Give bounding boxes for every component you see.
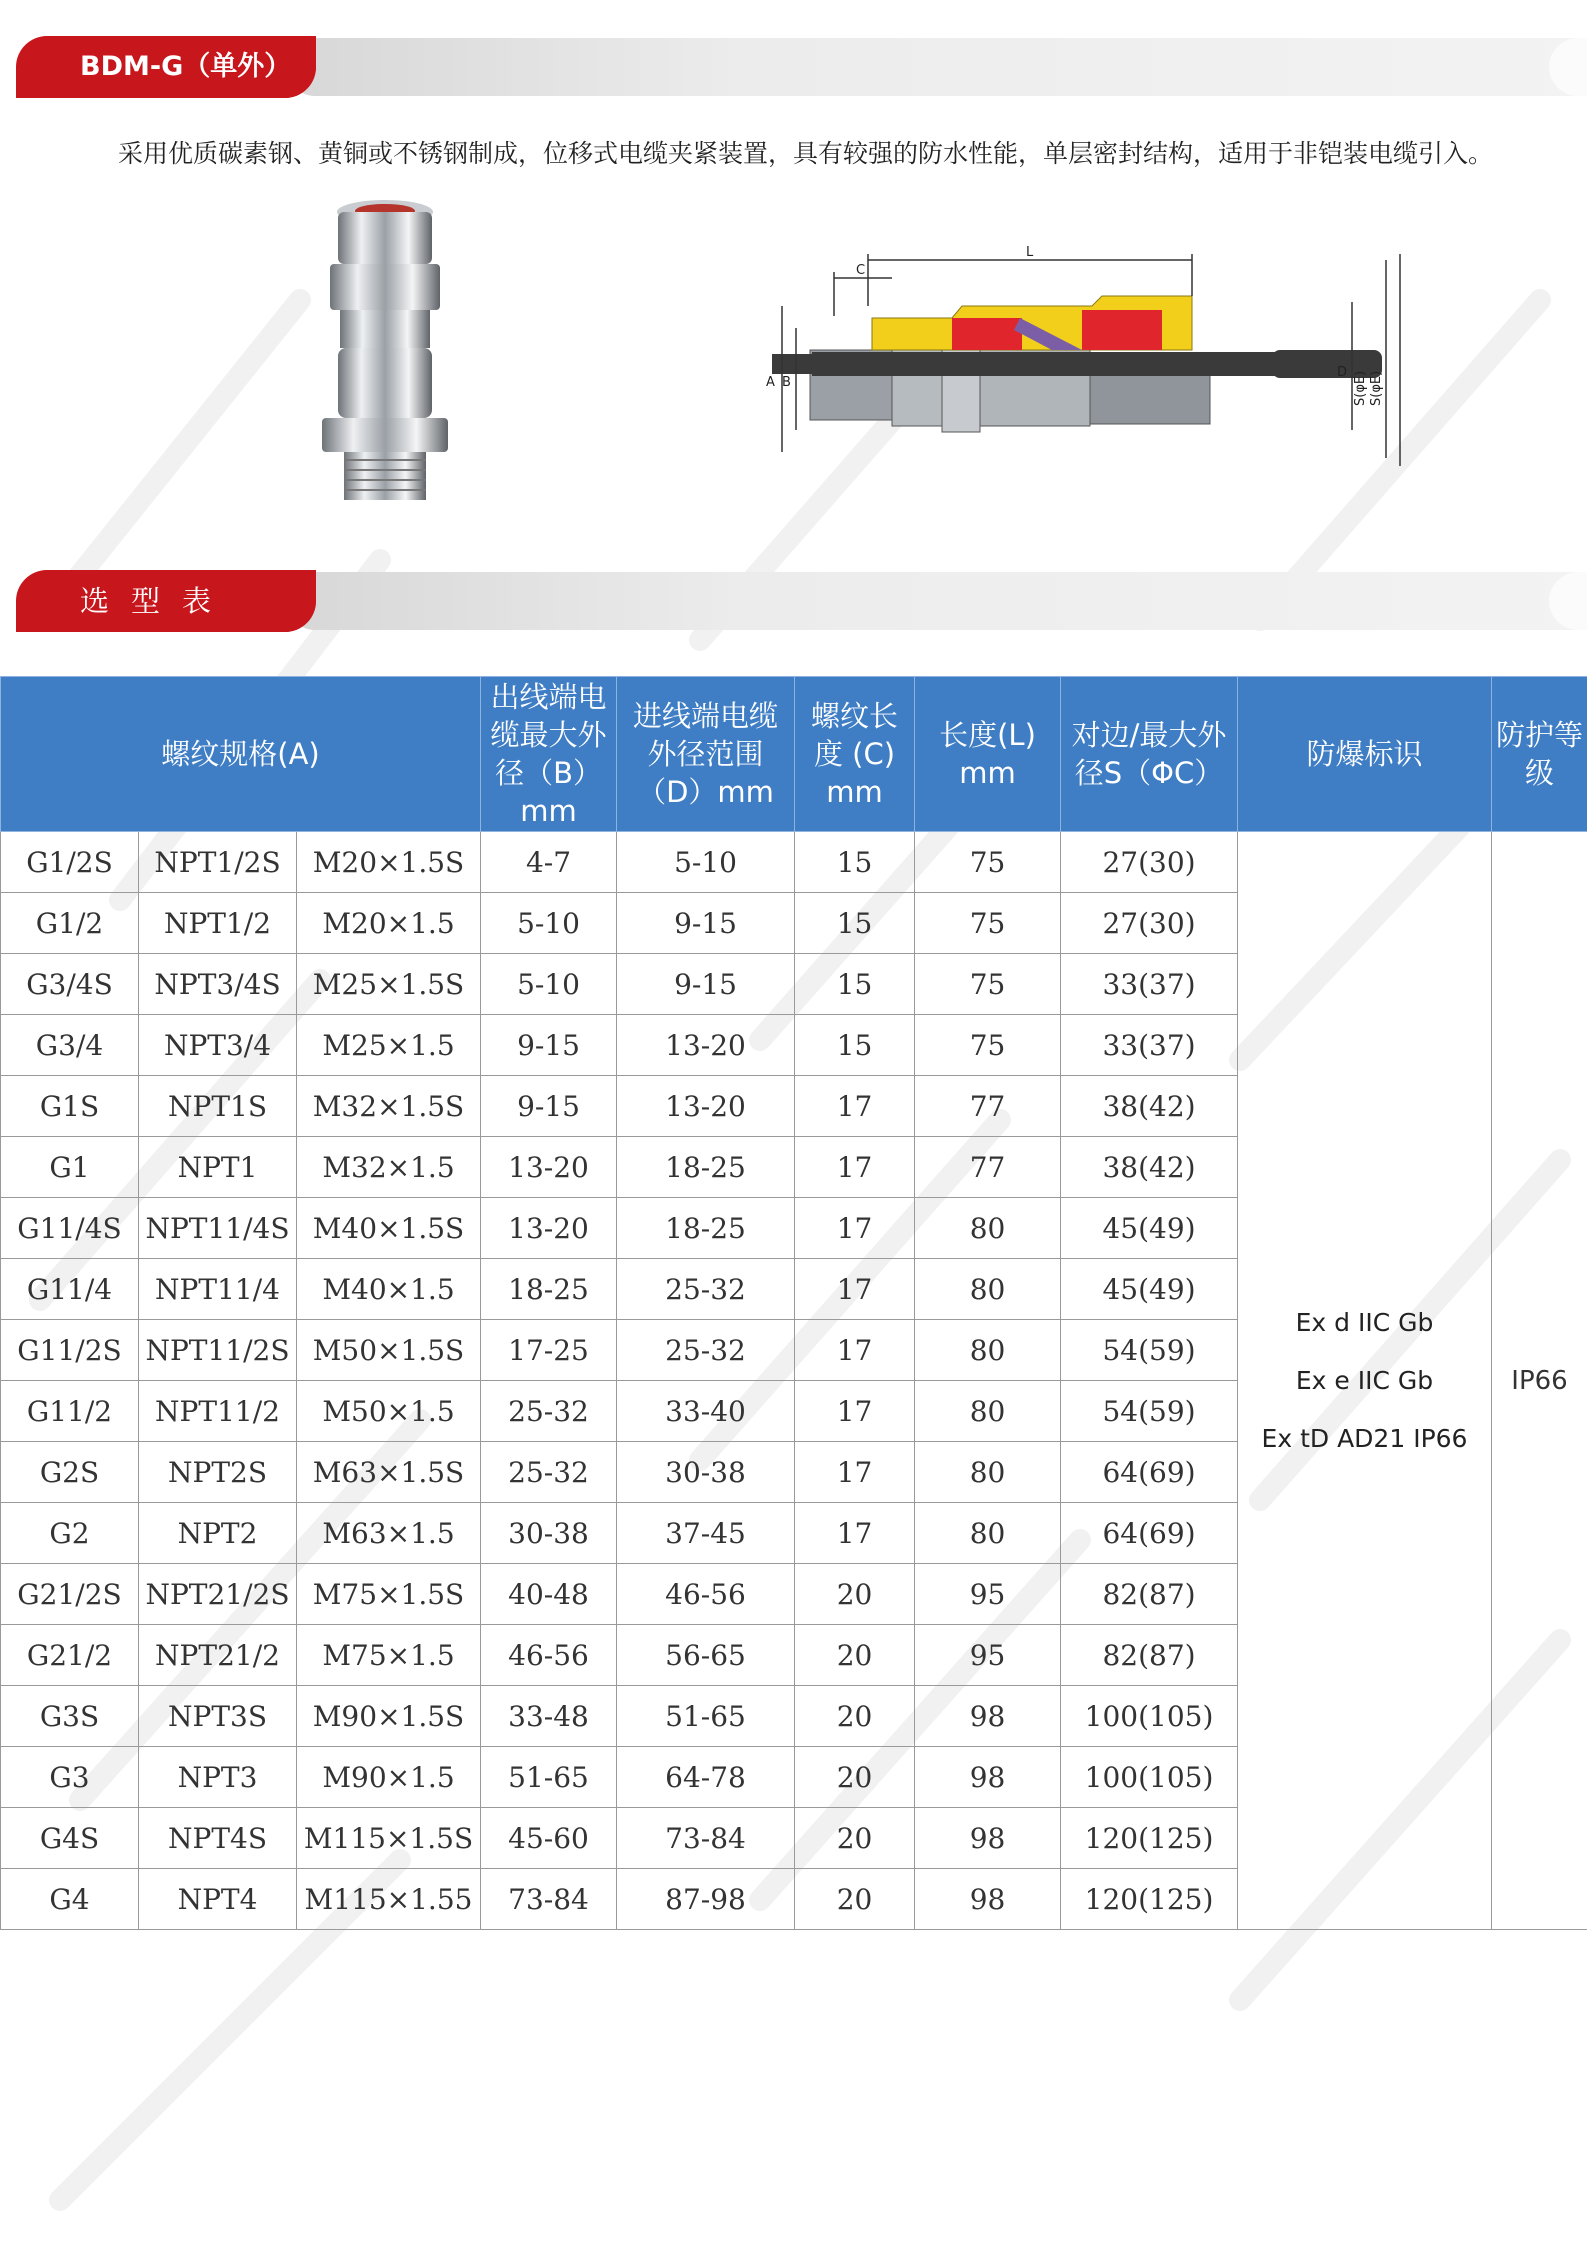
cross-section-diagram	[752, 246, 1404, 478]
cell-across-flats: 54(59)	[1061, 1381, 1238, 1442]
cell-g-thread: G1/2	[1, 893, 139, 954]
product-title: BDM-G（单外）	[80, 51, 292, 82]
cell-thread-length: 15	[795, 832, 915, 893]
cell-metric-thread: M40×1.5S	[297, 1198, 481, 1259]
cell-outlet-diameter: 13-20	[481, 1198, 617, 1259]
cell-across-flats: 120(125)	[1061, 1869, 1238, 1930]
cell-npt-thread: NPT2S	[139, 1442, 297, 1503]
cell-g-thread: G11/4S	[1, 1198, 139, 1259]
cell-g-thread: G21/2	[1, 1625, 139, 1686]
cell-inlet-range: 18-25	[617, 1137, 795, 1198]
cell-outlet-diameter: 13-20	[481, 1137, 617, 1198]
cell-thread-length: 20	[795, 1808, 915, 1869]
cell-across-flats: 38(42)	[1061, 1137, 1238, 1198]
header-inlet-range: 进线端电缆外径范围（D）mm	[617, 677, 795, 832]
dim-label-c: C	[856, 263, 866, 278]
cable-gland-photo	[316, 198, 454, 504]
cell-length: 77	[915, 1076, 1061, 1137]
cell-thread-length: 17	[795, 1198, 915, 1259]
dim-label-a: A	[766, 375, 775, 390]
cell-length: 98	[915, 1869, 1061, 1930]
cell-npt-thread: NPT11/4S	[139, 1198, 297, 1259]
cell-across-flats: 120(125)	[1061, 1808, 1238, 1869]
cell-outlet-diameter: 51-65	[481, 1747, 617, 1808]
cell-length: 77	[915, 1137, 1061, 1198]
cell-metric-thread: M32×1.5	[297, 1137, 481, 1198]
cell-outlet-diameter: 4-7	[481, 832, 617, 893]
cell-metric-thread: M25×1.5	[297, 1015, 481, 1076]
cell-outlet-diameter: 40-48	[481, 1564, 617, 1625]
cell-inlet-range: 87-98	[617, 1869, 795, 1930]
cell-length: 98	[915, 1747, 1061, 1808]
cell-length: 80	[915, 1442, 1061, 1503]
cell-length: 98	[915, 1686, 1061, 1747]
ex-mark-line: Ex e IIC Gb	[1295, 1365, 1434, 1395]
cell-thread-length: 20	[795, 1686, 915, 1747]
cell-inlet-range: 56-65	[617, 1625, 795, 1686]
cell-thread-length: 15	[795, 1015, 915, 1076]
cell-inlet-range: 9-15	[617, 893, 795, 954]
cell-outlet-diameter: 9-15	[481, 1076, 617, 1137]
cell-npt-thread: NPT11/4	[139, 1259, 297, 1320]
dim-label-s2: S(φE)	[1369, 370, 1384, 406]
cell-npt-thread: NPT1	[139, 1137, 297, 1198]
cell-metric-thread: M63×1.5	[297, 1503, 481, 1564]
header-thread-length: 螺纹长度 (C) mm	[795, 677, 915, 832]
cell-metric-thread: M90×1.5	[297, 1747, 481, 1808]
cell-across-flats: 33(37)	[1061, 954, 1238, 1015]
cell-npt-thread: NPT2	[139, 1503, 297, 1564]
cell-length: 75	[915, 832, 1061, 893]
header-ip-rating: 防护等级	[1492, 677, 1587, 832]
selection-table	[0, 676, 1587, 1930]
cell-length: 80	[915, 1259, 1061, 1320]
cell-g-thread: G4S	[1, 1808, 139, 1869]
cell-metric-thread: M63×1.5S	[297, 1442, 481, 1503]
cell-across-flats: 100(105)	[1061, 1747, 1238, 1808]
cell-length: 75	[915, 1015, 1061, 1076]
cell-outlet-diameter: 45-60	[481, 1808, 617, 1869]
cell-length: 80	[915, 1320, 1061, 1381]
cell-npt-thread: NPT3/4S	[139, 954, 297, 1015]
cell-ip-rating: IP66	[1492, 832, 1587, 1930]
cell-inlet-range: 5-10	[617, 832, 795, 893]
cell-length: 80	[915, 1198, 1061, 1259]
cell-g-thread: G3/4	[1, 1015, 139, 1076]
cell-inlet-range: 25-32	[617, 1259, 795, 1320]
cell-outlet-diameter: 46-56	[481, 1625, 617, 1686]
dim-label-s1: S(φE)	[1353, 370, 1368, 406]
cell-npt-thread: NPT11/2	[139, 1381, 297, 1442]
cell-inlet-range: 9-15	[617, 954, 795, 1015]
cell-metric-thread: M115×1.5S	[297, 1808, 481, 1869]
cell-metric-thread: M50×1.5S	[297, 1320, 481, 1381]
cell-npt-thread: NPT21/2S	[139, 1564, 297, 1625]
cell-across-flats: 45(49)	[1061, 1198, 1238, 1259]
cell-metric-thread: M25×1.5S	[297, 954, 481, 1015]
cell-npt-thread: NPT3/4	[139, 1015, 297, 1076]
cell-thread-length: 20	[795, 1869, 915, 1930]
cell-metric-thread: M40×1.5	[297, 1259, 481, 1320]
header-across-flats: 对边/最大外径S（ΦC）	[1061, 677, 1238, 832]
cell-thread-length: 17	[795, 1442, 915, 1503]
cell-npt-thread: NPT21/2	[139, 1625, 297, 1686]
cell-inlet-range: 33-40	[617, 1381, 795, 1442]
cell-g-thread: G1	[1, 1137, 139, 1198]
cell-inlet-range: 30-38	[617, 1442, 795, 1503]
cell-thread-length: 15	[795, 893, 915, 954]
cell-length: 75	[915, 893, 1061, 954]
cell-g-thread: G4	[1, 1869, 139, 1930]
table-row	[1, 832, 1587, 893]
cell-across-flats: 82(87)	[1061, 1625, 1238, 1686]
cell-thread-length: 20	[795, 1625, 915, 1686]
cell-inlet-range: 73-84	[617, 1808, 795, 1869]
table-header-row	[1, 677, 1587, 832]
selection-title-bar	[0, 570, 1587, 634]
cell-outlet-diameter: 17-25	[481, 1320, 617, 1381]
ex-mark-line: Ex tD AD21 IP66	[1261, 1423, 1468, 1453]
cell-g-thread: G3	[1, 1747, 139, 1808]
dim-label-l: L	[1026, 246, 1034, 260]
cell-length: 75	[915, 954, 1061, 1015]
cell-thread-length: 20	[795, 1564, 915, 1625]
cell-thread-length: 17	[795, 1320, 915, 1381]
title-bar-background	[286, 38, 1587, 96]
cell-g-thread: G11/2S	[1, 1320, 139, 1381]
cell-across-flats: 82(87)	[1061, 1564, 1238, 1625]
header-outlet-diameter: 出线端电缆最大外径（B）mm	[481, 677, 617, 832]
cell-outlet-diameter: 30-38	[481, 1503, 617, 1564]
cell-across-flats: 38(42)	[1061, 1076, 1238, 1137]
cell-across-flats: 45(49)	[1061, 1259, 1238, 1320]
cell-outlet-diameter: 73-84	[481, 1869, 617, 1930]
cell-inlet-range: 64-78	[617, 1747, 795, 1808]
cell-npt-thread: NPT4S	[139, 1808, 297, 1869]
cell-metric-thread: M75×1.5S	[297, 1564, 481, 1625]
cell-across-flats: 54(59)	[1061, 1320, 1238, 1381]
cell-length: 80	[915, 1381, 1061, 1442]
cell-across-flats: 64(69)	[1061, 1442, 1238, 1503]
cell-ex-marks	[1238, 832, 1492, 1930]
cell-outlet-diameter: 9-15	[481, 1015, 617, 1076]
cell-g-thread: G1/2S	[1, 832, 139, 893]
cell-npt-thread: NPT3	[139, 1747, 297, 1808]
cell-length: 95	[915, 1625, 1061, 1686]
cell-g-thread: G3/4S	[1, 954, 139, 1015]
cell-outlet-diameter: 25-32	[481, 1381, 617, 1442]
cell-across-flats: 27(30)	[1061, 832, 1238, 893]
cell-across-flats: 64(69)	[1061, 1503, 1238, 1564]
cell-g-thread: G3S	[1, 1686, 139, 1747]
cell-thread-length: 17	[795, 1503, 915, 1564]
cell-metric-thread: M75×1.5	[297, 1625, 481, 1686]
cell-g-thread: G11/2	[1, 1381, 139, 1442]
cell-g-thread: G21/2S	[1, 1564, 139, 1625]
cell-metric-thread: M20×1.5	[297, 893, 481, 954]
cell-metric-thread: M50×1.5	[297, 1381, 481, 1442]
header-length: 长度(L) mm	[915, 677, 1061, 832]
cell-outlet-diameter: 18-25	[481, 1259, 617, 1320]
cell-npt-thread: NPT1/2	[139, 893, 297, 954]
header-thread-spec: 螺纹规格(A)	[1, 677, 481, 832]
cell-outlet-diameter: 25-32	[481, 1442, 617, 1503]
cell-length: 80	[915, 1503, 1061, 1564]
dim-label-b: B	[782, 375, 791, 390]
cell-npt-thread: NPT1S	[139, 1076, 297, 1137]
cell-inlet-range: 18-25	[617, 1198, 795, 1259]
product-description: 采用优质碳素钢、黄铜或不锈钢制成，位移式电缆夹紧装置，具有较强的防水性能，单层密封结构，适用于非铠装电缆引入。	[118, 139, 1494, 168]
cell-outlet-diameter: 33-48	[481, 1686, 617, 1747]
cell-across-flats: 33(37)	[1061, 1015, 1238, 1076]
cell-inlet-range: 13-20	[617, 1015, 795, 1076]
header-ex-mark: 防爆标识	[1238, 677, 1492, 832]
product-title-bar	[0, 36, 1587, 100]
cell-metric-thread: M90×1.5S	[297, 1686, 481, 1747]
cell-g-thread: G2	[1, 1503, 139, 1564]
dim-label-d: D	[1337, 365, 1348, 380]
cell-g-thread: G11/4	[1, 1259, 139, 1320]
cell-inlet-range: 25-32	[617, 1320, 795, 1381]
cell-thread-length: 17	[795, 1137, 915, 1198]
cell-g-thread: G2S	[1, 1442, 139, 1503]
cell-metric-thread: M115×1.55	[297, 1869, 481, 1930]
cell-npt-thread: NPT3S	[139, 1686, 297, 1747]
cell-across-flats: 100(105)	[1061, 1686, 1238, 1747]
cell-length: 98	[915, 1808, 1061, 1869]
cell-outlet-diameter: 5-10	[481, 893, 617, 954]
cell-npt-thread: NPT11/2S	[139, 1320, 297, 1381]
cell-metric-thread: M20×1.5S	[297, 832, 481, 893]
selection-title: 选型表	[80, 584, 234, 618]
cell-inlet-range: 46-56	[617, 1564, 795, 1625]
cell-thread-length: 17	[795, 1381, 915, 1442]
selection-bar-background	[286, 572, 1587, 630]
cell-g-thread: G1S	[1, 1076, 139, 1137]
cell-npt-thread: NPT4	[139, 1869, 297, 1930]
cell-across-flats: 27(30)	[1061, 893, 1238, 954]
cell-thread-length: 20	[795, 1747, 915, 1808]
cell-inlet-range: 51-65	[617, 1686, 795, 1747]
cell-inlet-range: 37-45	[617, 1503, 795, 1564]
cell-metric-thread: M32×1.5S	[297, 1076, 481, 1137]
cell-npt-thread: NPT1/2S	[139, 832, 297, 893]
ex-mark-line: Ex d IIC Gb	[1295, 1307, 1434, 1337]
cell-inlet-range: 13-20	[617, 1076, 795, 1137]
cell-thread-length: 15	[795, 954, 915, 1015]
cell-thread-length: 17	[795, 1259, 915, 1320]
cell-thread-length: 17	[795, 1076, 915, 1137]
cell-outlet-diameter: 5-10	[481, 954, 617, 1015]
cell-length: 95	[915, 1564, 1061, 1625]
